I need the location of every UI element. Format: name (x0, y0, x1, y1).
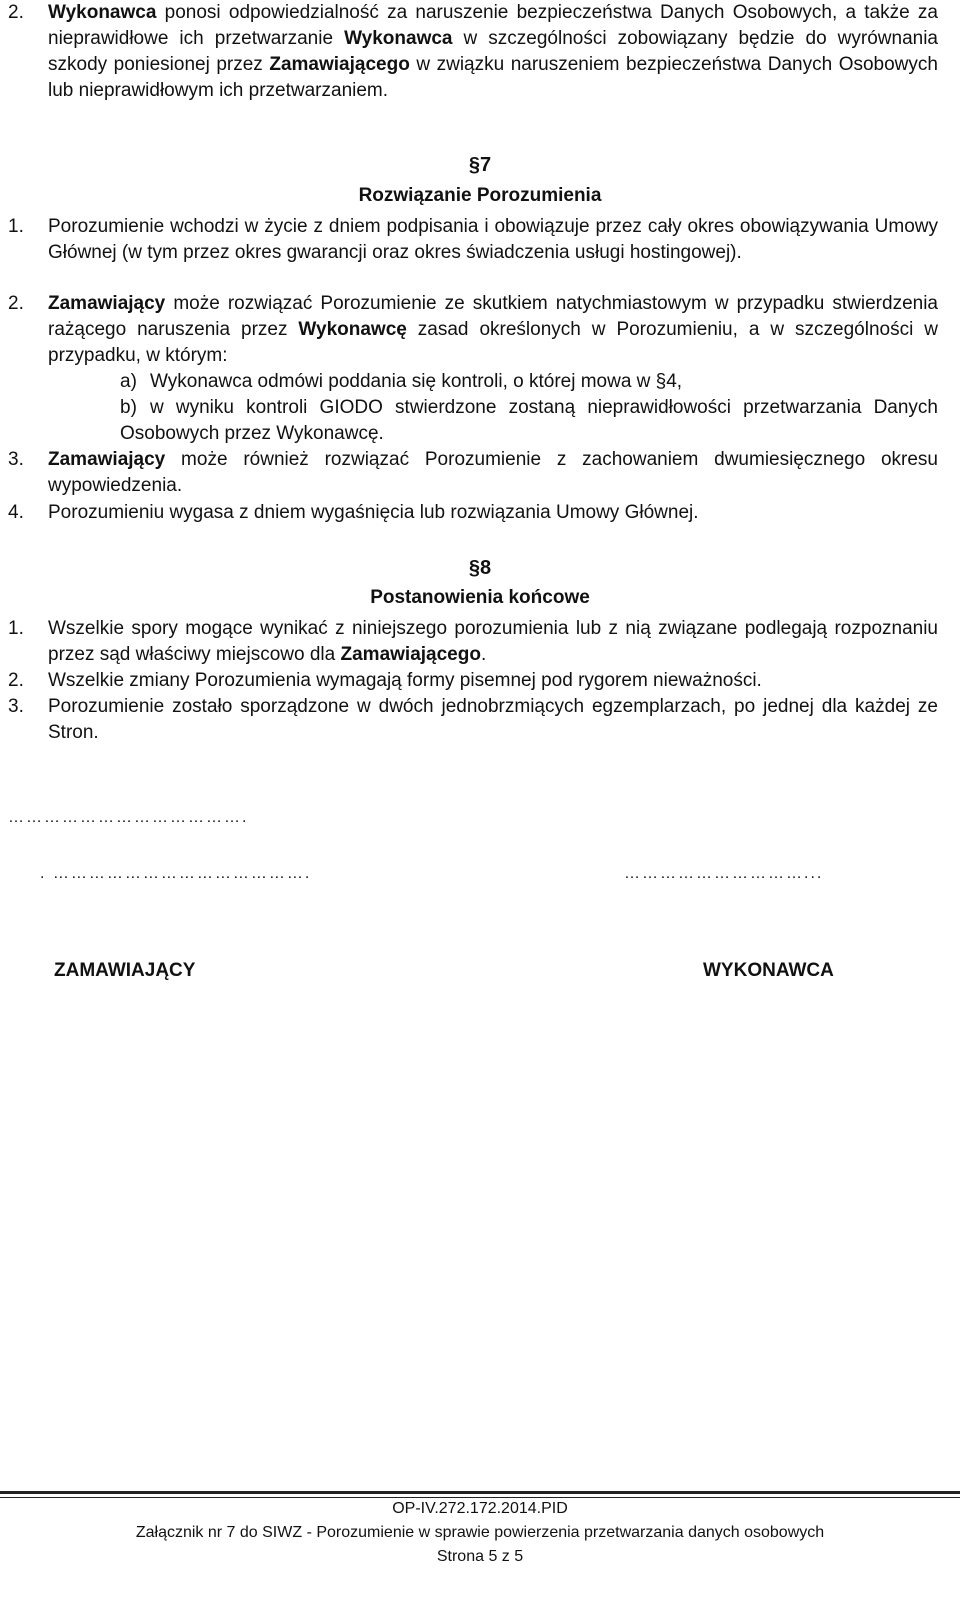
clause-text (48, 214, 938, 266)
section-symbol: § (468, 557, 480, 579)
bold-term: Zamawiającego (340, 644, 481, 665)
clause-7-2-a (120, 369, 938, 395)
clause-number: 2. (8, 293, 24, 314)
section-symbol: § (468, 154, 480, 176)
clause-number: 2. (8, 670, 24, 691)
footer-page-number: Strona 5 z 5 (436, 1548, 524, 1565)
bold-term: Wykonawca (344, 28, 453, 49)
signature-label-zamawiajacy: ZAMAWIAJĄCY (54, 960, 196, 981)
text-run: może rozwiązać Porozumienie ze skutkiem natychmiastowym w przypadku stwierdzenia rażącego naruszenia przez (48, 293, 938, 340)
sub-text: Wykonawca odmówi poddania się kontroli, o której mowa w §4, (150, 371, 683, 392)
text-run: w związku naruszeniem bezpieczeństwa Danych Osobowych lub nieprawidłowym ich przetwarzaniem. (48, 54, 938, 101)
text-run: Porozumienie wchodzi w życie z dniem podpisania i obowiązuje przez cały okres obowiązywania Umowy Głównej (w tym przez okres gwarancji oraz okres świadczenia usługi hostingowej). (48, 216, 938, 263)
section-number: 8 (480, 557, 492, 579)
text-run: Wszelkie zmiany Porozumienia wymagają formy pisemnej pod rygorem nieważności. (48, 670, 762, 691)
clause-6-2 (8, 0, 938, 104)
text-run: Wszelkie spory mogące wynikać z niniejszego porozumienia lub z nią związane podlegają rozpoznaniu przez sąd właściwy miejscowo dla (48, 618, 938, 665)
section-8-number (0, 555, 960, 581)
text-run: w szczególności zobowiązany będzie do wyrównania szkody poniesionej przez (48, 28, 938, 75)
sub-text: w wyniku kontroli GIODO stwierdzone zostaną nieprawidłowości przetwarzania Danych Osobowych przez Wykonawcę. (120, 397, 938, 444)
footer-attachment: Załącznik nr 7 do SIWZ - Porozumienie w sprawie powierzenia przetwarzania danych osobowych (135, 1524, 825, 1541)
clause-8-2 (8, 668, 938, 694)
bold-term: Zamawiający (48, 293, 166, 314)
clause-number: 1. (8, 618, 24, 639)
text-run: Porozumienie zostało sporządzone w dwóch jednobrzmiących egzemplarzach, po jednej dla każdej ze Stron. (48, 696, 938, 743)
footer-rule-thin (0, 1497, 960, 1498)
clause-number: 3. (8, 696, 24, 717)
signature-dots-right: …………………………... (624, 865, 824, 882)
text-run: zasad określonych w Porozumieniu, a w szczególności w przypadku, w którym: (48, 319, 938, 366)
clause-number: 4. (8, 502, 24, 523)
bold-term: Wykonawcę (298, 319, 407, 340)
clause-number: 1. (8, 216, 24, 237)
bold-term: Zamawiającego (269, 54, 410, 75)
clause-number: 2. (8, 2, 24, 23)
clause-text (48, 291, 938, 369)
clause-7-3 (8, 447, 938, 499)
bold-term: Wykonawca (48, 2, 157, 23)
clause-7-2-b (120, 395, 938, 447)
section-8-title: Postanowienia końcowe (370, 587, 590, 608)
footer-reference: OP-IV.272.172.2014.PID (392, 1500, 568, 1517)
sub-label: a) (120, 371, 137, 392)
text-run: Porozumieniu wygasa z dniem wygaśnięcia lub rozwiązania Umowy Głównej. (48, 502, 699, 523)
text-run: ponosi odpowiedzialność za naruszenie bezpieczeństwa Danych Osobowych, a także za nieprawidłowe ich przetwarzanie (48, 2, 938, 49)
clause-7-4 (8, 500, 938, 526)
clause-text (48, 0, 938, 104)
text-run: może również rozwiązać Porozumienie z zachowaniem dwumiesięcznego okresu wypowiedzenia. (48, 449, 938, 496)
clause-text (48, 694, 938, 746)
clause-number: 3. (8, 449, 24, 470)
sub-label: b) (120, 397, 137, 418)
bold-term: Zamawiający (48, 449, 166, 470)
clause-8-1 (8, 616, 938, 668)
signature-dots-top: …………………………………. (8, 809, 249, 826)
clause-7-2 (8, 291, 938, 369)
clause-text (48, 500, 938, 526)
section-7-number (0, 152, 960, 178)
signature-label-wykonawca: WYKONAWCA (703, 960, 834, 981)
footer-rule-thick (0, 1491, 960, 1494)
text-run: . (480, 644, 487, 665)
clause-text (48, 447, 938, 499)
signature-dots-left: . ……………………………………. (40, 865, 312, 882)
clause-8-3 (8, 694, 938, 746)
clause-text (48, 668, 938, 694)
clause-text (48, 616, 938, 668)
clause-7-1 (8, 214, 938, 266)
section-number: 7 (480, 154, 492, 176)
section-7-title: Rozwiązanie Porozumienia (358, 185, 602, 206)
